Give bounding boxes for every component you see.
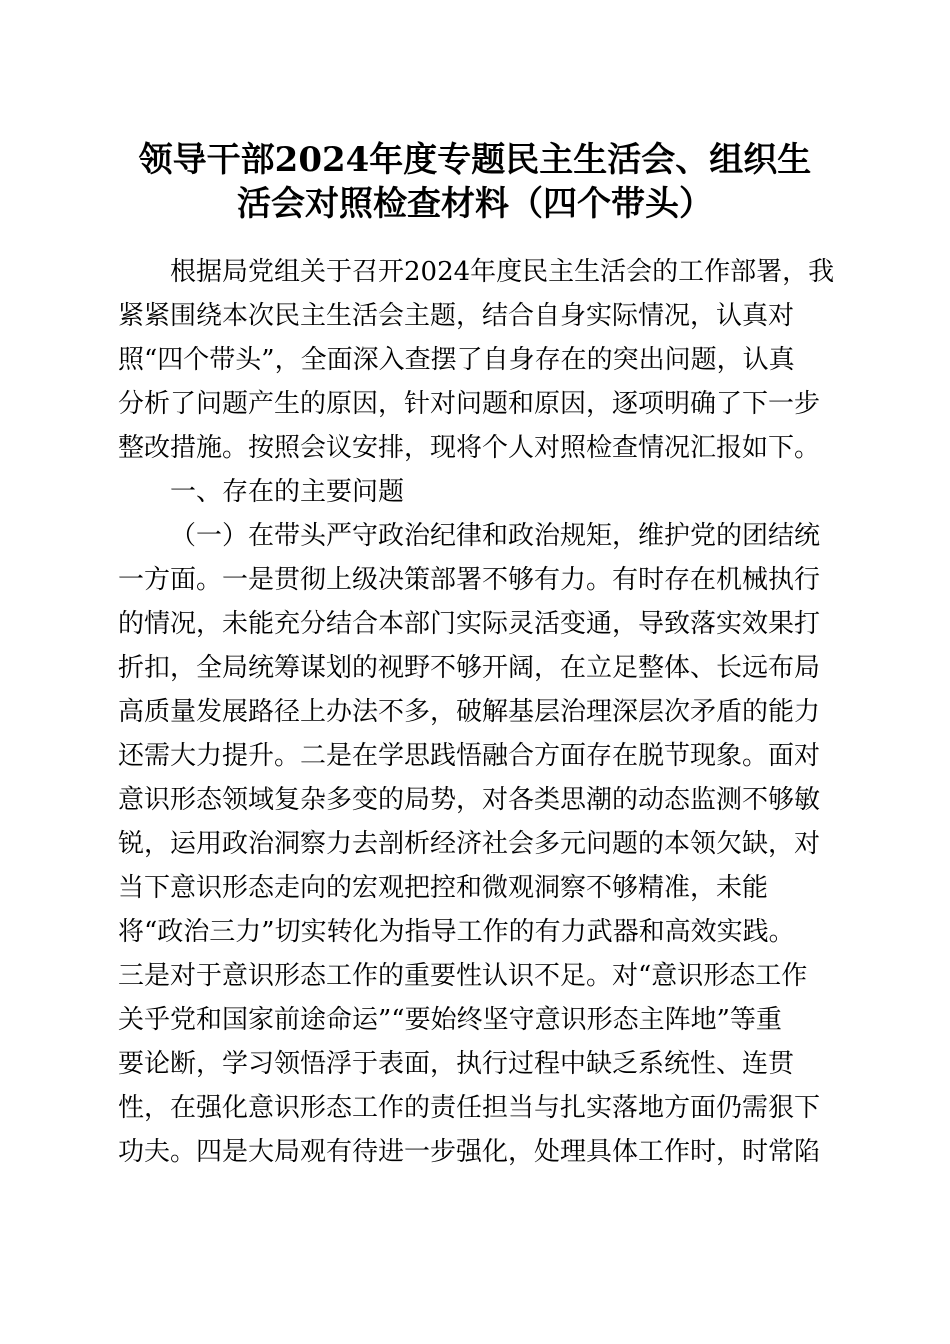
body-line: 高质量发展路径上办法不多，破解基层治理深层次矛盾的能力 (118, 697, 821, 727)
intro-line: 整改措施。按照会议安排，现将个人对照检查情况汇报如下。 (118, 433, 821, 463)
intro-line: 根据局党组关于召开2024年度民主生活会的工作部署，我 (170, 257, 835, 287)
document-title-line-1: 领导干部2024年度专题民主生活会、组织生 (138, 140, 812, 180)
body-line: 要论断，学习领悟浮于表面，执行过程中缺乏系统性、连贯 (118, 1049, 795, 1079)
body-line: 还需大力提升。二是在学思践悟融合方面存在脱节现象。面对 (118, 741, 821, 771)
body-line: 功夫。四是大局观有待进一步强化，处理具体工作时，时常陷 (118, 1137, 821, 1167)
section-heading: 一、存在的主要问题 (170, 477, 405, 507)
body-line: （一）在带头严守政治纪律和政治规矩，维护党的团结统 (170, 521, 821, 551)
body-line: 意识形态领域复杂多变的局势，对各类思潮的动态监测不够敏 (118, 785, 821, 815)
body-line: 将“政治三力”切实转化为指导工作的有力武器和高效实践。 (118, 917, 795, 947)
intro-line: 分析了问题产生的原因，针对问题和原因，逐项明确了下一步 (118, 389, 821, 419)
body-line: 关乎党和国家前途命运”“要始终坚守意识形态主阵地”等重 (118, 1005, 782, 1035)
body-line: 三是对于意识形态工作的重要性认识不足。对“意识形态工作 (118, 961, 808, 991)
body-line: 性，在强化意识形态工作的责任担当与扎实落地方面仍需狠下 (118, 1093, 821, 1123)
body-line: 锐，运用政治洞察力去剖析经济社会多元问题的本领欠缺，对 (118, 829, 821, 859)
body-line: 的情况，未能充分结合本部门实际灵活变通，导致落实效果打 (118, 609, 821, 639)
document-title-line-2: 活会对照检查材料（四个带头） (237, 184, 713, 224)
intro-line: 照“四个带头”，全面深入查摆了自身存在的突出问题，认真 (118, 345, 795, 375)
body-line: 当下意识形态走向的宏观把控和微观洞察不够精准，未能 (118, 873, 769, 903)
body-line: 一方面。一是贯彻上级决策部署不够有力。有时存在机械执行 (118, 565, 821, 595)
body-line: 折扣，全局统筹谋划的视野不够开阔，在立足整体、长远布局 (118, 653, 821, 683)
intro-line: 紧紧围绕本次民主生活会主题，结合自身实际情况，认真对 (118, 301, 795, 331)
